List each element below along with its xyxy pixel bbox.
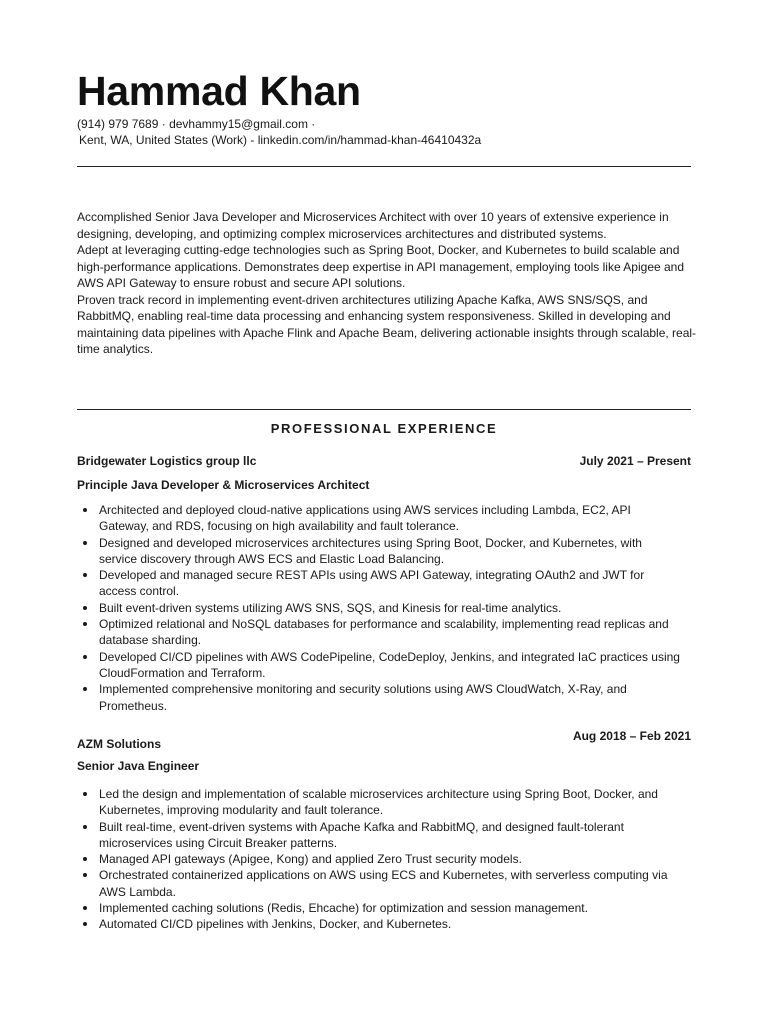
bullet-text: Implemented caching solutions (Redis, Ehcache) for optimization and session management.	[99, 901, 588, 916]
bullet-icon	[83, 606, 87, 610]
contact-line-phone-email: (914) 979 7689 · devhammy15@gmail.com ·	[77, 117, 316, 131]
bullet-text: Optimized relational and NoSQL databases for performance and scalability, implementing read replicas and database sharding.	[99, 617, 669, 648]
bullet-icon	[83, 825, 87, 829]
bullet-item	[77, 786, 682, 819]
bullet-text: Built real-time, event-driven systems with Apache Kafka and RabbitMQ, and designed fault-tolerant microservices using Circuit Breaker patterns.	[99, 819, 624, 850]
bullet-icon	[83, 687, 87, 691]
bullet-text: Implemented comprehensive monitoring and security solutions using AWS CloudWatch, X-Ray, and Prometheus.	[99, 682, 627, 713]
bullet-item	[77, 535, 682, 568]
contact-line-location-linkedin: Kent, WA, United States (Work) - linkedin.com/in/hammad-khan-46410432a	[79, 133, 482, 147]
bullet-item	[77, 616, 682, 649]
bullet-icon	[83, 792, 87, 796]
summary-paragraph: Accomplished Senior Java Developer and Microservices Architect with over 10 years of extensive experience in designing, developing, and optimizing complex microservices architectures and distributed systems.	[77, 210, 669, 241]
company-name: AZM Solutions	[77, 737, 161, 751]
bullet-item	[77, 681, 682, 714]
bullet-icon	[83, 508, 87, 512]
bullet-item	[77, 851, 682, 867]
bullet-icon	[83, 655, 87, 659]
bullet-text: Led the design and implementation of scalable microservices architecture using Spring Boot, Docker, and Kubernetes, improving modularity and fault tolerance.	[99, 787, 658, 818]
job-bullets	[77, 502, 691, 714]
bullet-item	[77, 502, 682, 535]
section-title-experience: PROFESSIONAL EXPERIENCE	[270, 421, 498, 436]
bullet-icon	[83, 873, 87, 877]
company-name: Bridgewater Logistics group llc	[77, 454, 257, 468]
bullet-item	[77, 649, 682, 682]
bullet-text: Developed and managed secure REST APIs using AWS API Gateway, integrating OAuth2 and JWT for access control.	[99, 568, 645, 599]
job-dates: Aug 2018 – Feb 2021	[572, 729, 691, 743]
bullet-text: Automated CI/CD pipelines with Jenkins, Docker, and Kubernetes.	[99, 917, 452, 932]
bullet-item	[77, 900, 682, 916]
job-title: Senior Java Engineer	[77, 759, 200, 773]
job-dates: July 2021 – Present	[579, 454, 691, 468]
bullet-text: Orchestrated containerized applications on AWS using ECS and Kubernetes, with serverless computing via AWS Lambda.	[99, 868, 668, 899]
job-header	[77, 453, 691, 469]
job-entry	[77, 728, 691, 933]
bullet-icon	[83, 922, 87, 926]
bullet-icon	[83, 906, 87, 910]
bullet-text: Architected and deployed cloud-native applications using AWS services including Lambda, EC2, API Gateway, and RDS, focusing on high availability and fault tolerance.	[99, 503, 631, 534]
bullet-icon	[83, 622, 87, 626]
job-bullets	[77, 786, 691, 933]
section-divider	[77, 409, 691, 410]
bullet-icon	[83, 541, 87, 545]
candidate-name: Hammad Khan	[77, 68, 361, 114]
job-entry	[77, 453, 691, 714]
job-header	[77, 728, 691, 751]
bullet-text: Built event-driven systems utilizing AWS SNS, SQS, and Kinesis for real-time analytics.	[99, 600, 562, 615]
bullet-item	[77, 867, 682, 900]
bullet-item	[77, 916, 682, 932]
job-title: Principle Java Developer & Microservices Architect	[77, 478, 370, 492]
bullet-icon	[83, 573, 87, 577]
bullet-item	[77, 600, 682, 616]
summary-paragraph: Adept at leveraging cutting-edge technologies such as Spring Boot, Docker, and Kubernetes to build scalable and high-performance applications. Demonstrates deep expertise in API management, employing tools like Apigee and AWS API Gateway to ensure robust and secure API solutions.	[77, 243, 685, 290]
bullet-item	[77, 819, 682, 852]
bullet-text: Developed CI/CD pipelines with AWS CodePipeline, CodeDeploy, Jenkins, and integrated IaC practices using CloudFormation and Terraform.	[99, 649, 680, 680]
bullet-icon	[83, 857, 87, 861]
summary-paragraph: Proven track record in implementing event-driven architectures utilizing Apache Kafka, AWS SNS/SQS, and RabbitMQ, enabling real-time data processing and enhancing system responsiveness. Skilled in developing and maintaining data pipelines with Apache Flink and Apache Beam, delivering actionable insights through scalable, real-time analytics.	[77, 292, 697, 356]
professional-summary	[77, 209, 697, 358]
bullet-item	[77, 567, 682, 600]
bullet-text: Designed and developed microservices architectures using Spring Boot, Docker, and Kubernetes, with service discovery through AWS ECS and Elastic Load Balancing.	[99, 535, 642, 566]
header-divider	[77, 166, 691, 167]
bullet-text: Managed API gateways (Apigee, Kong) and applied Zero Trust security models.	[99, 852, 522, 867]
